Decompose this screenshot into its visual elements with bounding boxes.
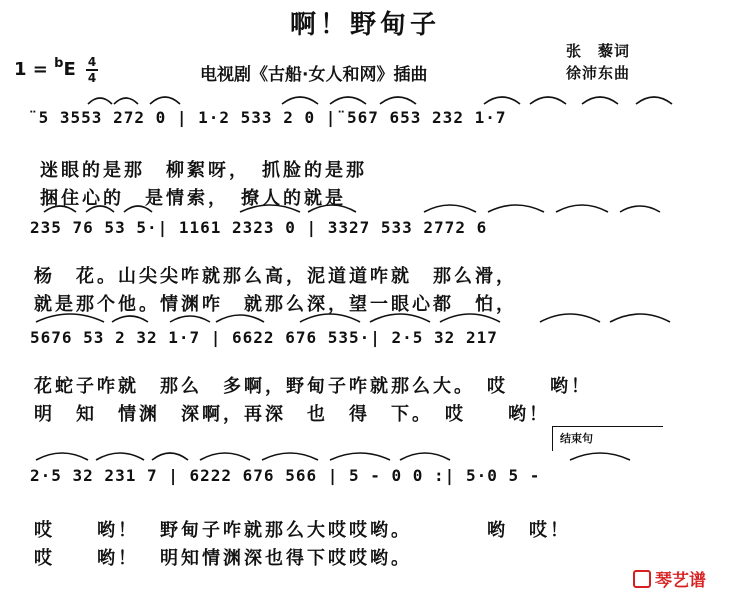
flat-sign: b — [54, 56, 64, 71]
site-watermark — [633, 566, 706, 591]
notation-line-3: 5676 53 2 32 1·7 | 6622 676 535·| 2·5 32 217 — [30, 328, 498, 347]
logo-icon — [633, 570, 651, 588]
lyric-verse2-line-4: 哎 哟！ 明知情渊深也得下哎哎哟。 — [34, 548, 412, 569]
ending-label: 结束句 — [560, 432, 593, 445]
composer-credit: 徐沛东曲 — [566, 64, 631, 82]
lyric-verse1-line-2: 杨 花。山尖尖咋就那么高，泥道道咋就 那么滑， — [34, 266, 517, 287]
notation-line-4: 2·5 32 231 7 | 6222 676 566 | 5 - 0 0 :| 5·0 5 - — [30, 466, 541, 485]
lyricist-credit: 张 藜词 — [566, 42, 631, 60]
lyric-verse1-line-1: 迷眼的是那 柳絮呀， 抓脸的是那 — [40, 160, 367, 181]
notation-line-2: 235 76 53 5·| 1161 2323 0 | 3327 533 2772 6 — [30, 218, 488, 237]
time-top: 4 — [87, 55, 97, 69]
lyric-verse2-line-2: 就是那个他。情渊咋 就那么深，望一眼心都 怕， — [34, 294, 517, 315]
lyric-verse1-line-4: 哎 哟！ 野甸子咋就那么大哎哎哟。 哟 哎！ — [34, 520, 571, 541]
lyric-verse2-line-3: 明 知 情渊 深啊，再深 也 得 下。 哎 哟！ — [34, 404, 550, 425]
time-bottom: 4 — [87, 71, 97, 85]
watermark-text: 琴艺谱 — [655, 571, 706, 591]
song-title: 啊！野甸子 — [289, 10, 440, 40]
lyric-verse1-line-3: 花蛇子咋就 那么 多啊，野甸子咋就那么大。 哎 哟！ — [34, 376, 592, 397]
notation-line-1: ¨5 3553 272 0 | 1·2 533 2 0 |¨567 653 232 1·7 — [28, 108, 507, 127]
key-prefix: 1 = — [14, 59, 55, 80]
lyric-verse2-line-1: 捆住心的 是情索， 撩人的就是 — [40, 188, 346, 209]
key-note: E — [63, 59, 76, 80]
subtitle: 电视剧《古船·女人和网》插曲 — [200, 65, 428, 85]
